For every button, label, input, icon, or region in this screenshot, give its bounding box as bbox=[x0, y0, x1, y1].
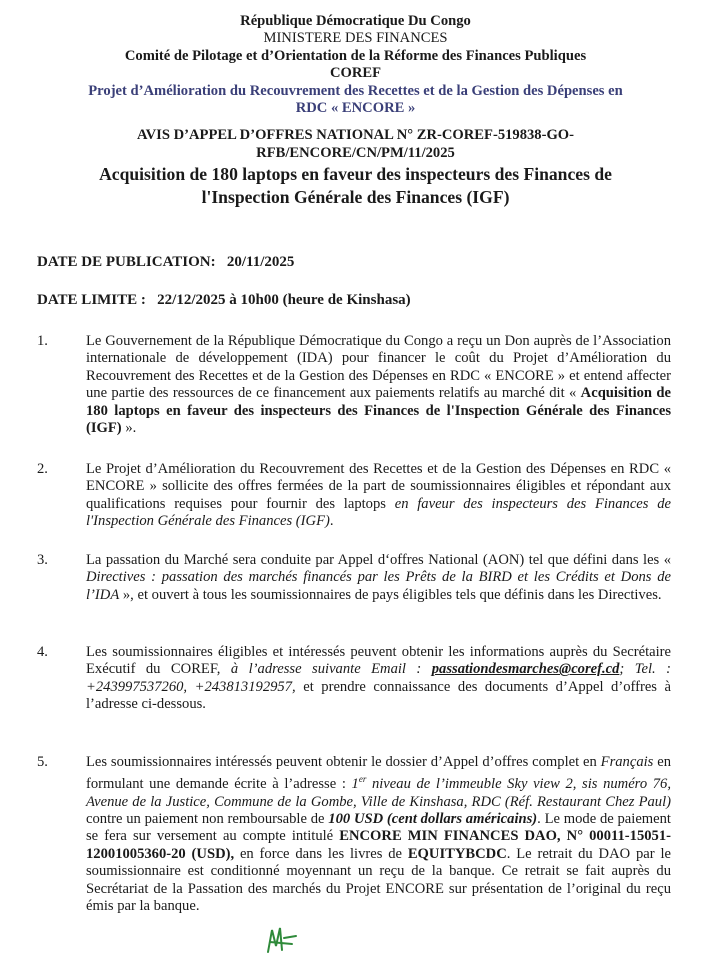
paragraph-text-end: ». bbox=[121, 420, 137, 437]
paragraph-text-end: », et ouvert à tous les soumissionnaires de pays éligibles tels que définis dans les Directives. bbox=[119, 586, 662, 603]
paragraph-3 bbox=[37, 552, 671, 604]
paragraph-text: Les soumissionnaires éligibles et intéressés peuvent obtenir les informations auprès du Secrétaire Exécutif du COREF, bbox=[86, 644, 671, 678]
floor-number: 1 bbox=[351, 776, 359, 793]
paragraph-number: 1. bbox=[37, 333, 48, 349]
deadline-label: DATE LIMITE : bbox=[37, 292, 146, 308]
letterhead bbox=[0, 0, 711, 117]
paragraph-4 bbox=[37, 644, 671, 714]
notice-subject-line1: Acquisition de 180 laptops en faveur des inspecteurs des Finances de bbox=[99, 164, 612, 185]
beneficiary-text: en faveur des inspecteurs des Finances de l'Inspection Générale des Finances (IGF) bbox=[86, 495, 671, 530]
paragraph-body bbox=[86, 552, 671, 604]
signature-mark bbox=[262, 924, 302, 954]
publication-date bbox=[37, 254, 294, 271]
notice-title bbox=[0, 127, 711, 208]
guidelines-title: Directives : passation des marchés financés par les Prêts de la BIRD et les Crédits et Dons de l’IDA bbox=[86, 569, 671, 603]
paragraph-1 bbox=[37, 333, 671, 437]
phone-numbers: ; Tel. : +243997537260, +243813192957, bbox=[86, 661, 671, 695]
paragraph-text: Le Gouvernement de la République Démocratique du Congo a reçu un Don auprès de l’Association internationale de développement (IDA) pour financer le coût du Projet d’Amélioration du Recouvrement des Recettes et de la Gestion des Dépenses en RDC « ENCORE » et entend affecter une partie des ressources de ce financement aux paiements relatifs au marché dit « bbox=[86, 333, 671, 402]
paragraph-5 bbox=[37, 754, 671, 916]
committee-acronym: COREF bbox=[329, 65, 382, 82]
address-text: niveau de l’immeuble Sky view 2, sis numéro 76, Avenue de la Justice, Commune de la Gombe, Ville de Kinshasa, RDC (Réf. Restaurant Chez Paul) bbox=[86, 776, 671, 810]
notice-reference-line2: RFB/ENCORE/CN/PM/11/2025 bbox=[256, 144, 455, 161]
publication-date-label: DATE DE PUBLICATION: bbox=[37, 254, 216, 270]
paragraph-body bbox=[86, 754, 671, 916]
paragraph-text-end: et prendre connaissance des documents d’Appel d’offres à l’adresse ci-dessous. bbox=[86, 678, 671, 713]
paragraph-body bbox=[86, 644, 671, 714]
notice-reference-line1: AVIS D’APPEL D’OFFRES NATIONAL N° ZR-COREF-519838-GO- bbox=[136, 127, 575, 144]
paragraph-text: Les soumissionnaires intéressés peuvent obtenir le dossier d’Appel d’offres complet en bbox=[86, 754, 601, 770]
project-name-line2: RDC « ENCORE » bbox=[295, 100, 416, 117]
deadline-date bbox=[37, 292, 411, 309]
bank-account: ENCORE MIN FINANCES DAO, N° 00011-15051-12001005360-20 (USD), bbox=[86, 828, 671, 862]
notice-subject-line2: l'Inspection Générale des Finances (IGF) bbox=[201, 187, 510, 208]
paragraph-text-end: . bbox=[329, 513, 334, 530]
committee-name: Comité de Pilotage et d’Orientation de la Réforme des Finances Publiques bbox=[124, 47, 587, 64]
paragraph-number: 4. bbox=[37, 644, 48, 660]
fee-amount: 100 USD (cent dollars américains) bbox=[328, 811, 538, 828]
floor-suffix: er bbox=[358, 774, 367, 785]
address-intro: à l’adresse suivante Email : bbox=[230, 661, 422, 678]
paragraph-text: Le Projet d’Amélioration du Recouvrement des Recettes et de la Gestion des Dépenses en RDC « ENCORE » sollicite des offres fermées de la part de soumissionnaires éligibles et répondant aux qualifications requises pour fournir des laptops bbox=[86, 461, 671, 512]
paragraph-text: contre un paiement non remboursable de bbox=[86, 811, 329, 828]
project-name-line1: Projet d’Amélioration du Recouvrement des Recettes et de la Gestion des Dépenses en bbox=[88, 82, 623, 99]
paragraph-body bbox=[86, 461, 671, 531]
contract-name: Acquisition de 180 laptops en faveur des inspecteurs des Finances de l'Inspection Générale des Finances (IGF) bbox=[86, 385, 671, 437]
email-link[interactable]: passationdesmarches@coref.cd bbox=[431, 661, 620, 678]
paragraph-text: . Le mode de paiement se fera sur versement au compte intitulé bbox=[86, 811, 671, 845]
paragraph-2 bbox=[37, 461, 671, 531]
document-language: Français bbox=[600, 754, 654, 770]
paragraph-text: La passation du Marché sera conduite par Appel d‘offres National (AON) tel que défini dans les « bbox=[86, 552, 671, 568]
country-name: République Démocratique Du Congo bbox=[240, 13, 471, 29]
paragraph-number: 2. bbox=[37, 461, 48, 477]
ministry-name: MINISTERE DES FINANCES bbox=[263, 30, 448, 47]
publication-date-value: 20/11/2025 bbox=[226, 254, 295, 270]
paragraph-text: en formulant une demande écrite à l’adresse : bbox=[86, 754, 671, 793]
paragraph-text: en force dans les livres de bbox=[234, 845, 408, 862]
paragraph-text-end: . Le retrait du DAO par le soumissionnaire est conditionné moyennant un reçu de la banque. Ce retrait se fait auprès du Secrétariat de la Passation des marchés du Projet ENCORE sur présentation de l’original du reçu émis par la banque. bbox=[86, 845, 671, 915]
paragraph-number: 3. bbox=[37, 552, 48, 568]
paragraph-body bbox=[86, 333, 671, 437]
bank-name: EQUITYBCDC bbox=[407, 845, 507, 862]
deadline-value: 22/12/2025 à 10h00 (heure de Kinshasa) bbox=[157, 292, 411, 308]
paragraph-number: 5. bbox=[37, 754, 48, 770]
